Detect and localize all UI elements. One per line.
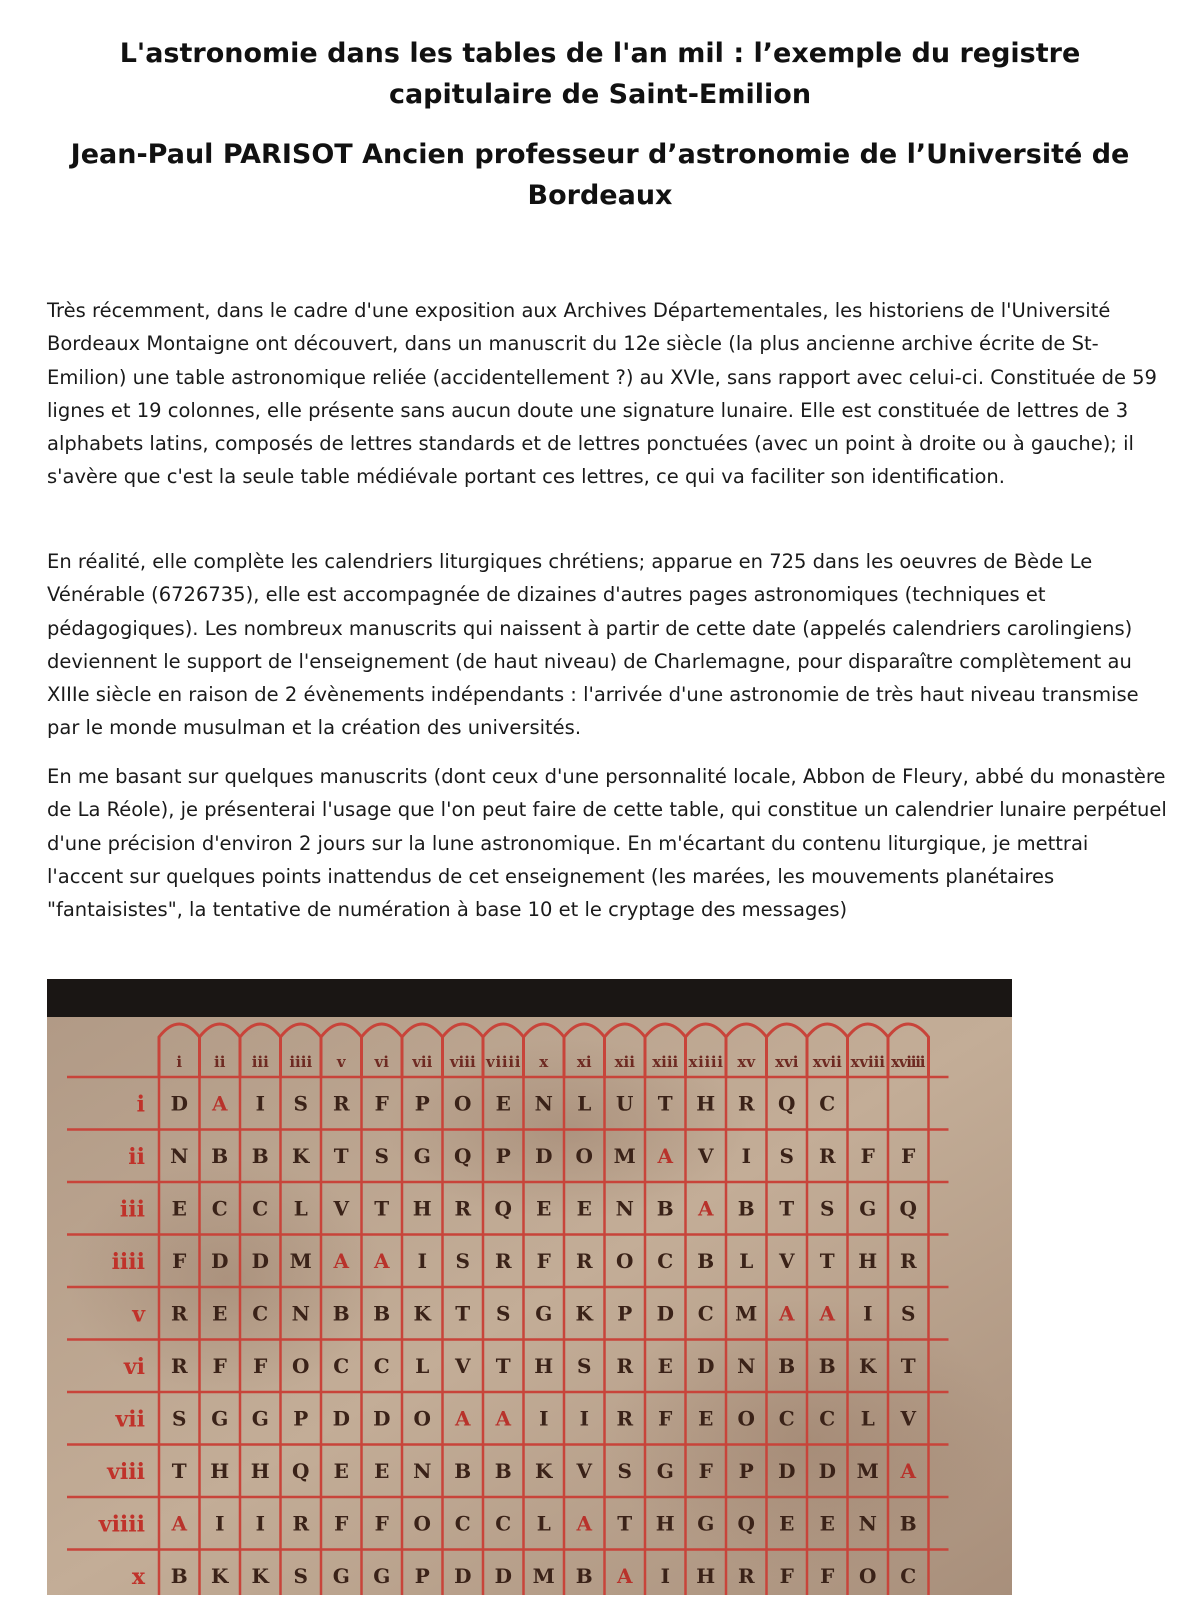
table-cell: F	[658, 1406, 673, 1431]
table-cell: C	[252, 1301, 269, 1326]
table-cell: K	[535, 1458, 553, 1483]
table-cell: R	[454, 1196, 472, 1221]
table-cell: D	[494, 1563, 512, 1588]
table-cell: G	[211, 1406, 229, 1431]
table-cell: Q	[494, 1196, 512, 1221]
table-cell: B	[575, 1563, 593, 1588]
row-header: ii	[128, 1143, 145, 1170]
table-cell: T	[374, 1196, 390, 1221]
column-header: vi	[374, 1053, 389, 1071]
table-cell: B	[899, 1511, 917, 1536]
table-cell: N	[615, 1196, 634, 1221]
table-cell: T	[495, 1353, 511, 1378]
table-cell: E	[819, 1511, 835, 1536]
table-cell: E	[333, 1458, 349, 1483]
table-cell: G	[413, 1143, 431, 1168]
table-cell: O	[859, 1563, 877, 1588]
table-cell: N	[858, 1511, 877, 1536]
table-cell: E	[576, 1196, 592, 1221]
table-cell: I	[417, 1248, 427, 1273]
table-cell: L	[739, 1248, 754, 1273]
table-cell: C	[333, 1353, 350, 1378]
table-cell: Q	[737, 1511, 755, 1536]
column-header: viii	[449, 1053, 476, 1071]
document-title: L'astronomie dans les tables de l'an mil : l’exemple du registre capitulaire de Saint-Emilion	[119, 38, 1081, 110]
table-cell: T	[779, 1196, 795, 1221]
row-header: v	[132, 1301, 145, 1328]
row-header: vii	[115, 1406, 145, 1433]
table-cell: R	[292, 1511, 310, 1536]
column-header: xvii	[812, 1053, 842, 1071]
table-cell: F	[172, 1248, 187, 1273]
table-cell: K	[211, 1563, 229, 1588]
table-cell: B	[211, 1143, 229, 1168]
row-header: vi	[123, 1353, 145, 1380]
column-header: ii	[214, 1053, 226, 1071]
table-cell: M	[856, 1458, 879, 1483]
table-cell: C	[778, 1406, 795, 1431]
table-cell: P	[414, 1563, 430, 1588]
table-cell: L	[293, 1196, 308, 1221]
table-cell: I	[215, 1511, 225, 1536]
table-cell: H	[210, 1458, 230, 1483]
table-cell: T	[171, 1458, 187, 1483]
column-header: i	[176, 1053, 183, 1071]
paragraph: En me basant sur quelques manuscrits (dont ceux d'une personnalité locale, Abbon de Fleury, abbé du monastère de La Réole), je présenterai l'usage que l'on peut faire de cette table, qui constitue un calendrier lunaire perpétuel d'une précision d'environ 2 jours sur la lune astronomique. En m'écartant du contenu liturgique, je mettrai l'accent sur quelques points inattendus de cet enseignement (les marées, les mouvements planétaires "fantaisistes", la tentative de numération à base 10 et le cryptage des messages)	[47, 765, 1167, 922]
table-cell: T	[900, 1353, 916, 1378]
column-header: xviiii	[891, 1053, 926, 1071]
table-cell: G	[373, 1563, 391, 1588]
table-cell: A	[900, 1458, 917, 1483]
column-header: xv	[737, 1053, 756, 1071]
table-cell: D	[454, 1563, 472, 1588]
table-cell: B	[737, 1196, 755, 1221]
table-cell: H	[858, 1248, 878, 1273]
table-cell: L	[577, 1091, 592, 1116]
table-cell: O	[575, 1143, 593, 1168]
table-cell: O	[737, 1406, 755, 1431]
row-header: viii	[107, 1458, 145, 1485]
table-cell: S	[779, 1143, 794, 1168]
table-cell: S	[617, 1458, 632, 1483]
table-cell: I	[255, 1511, 265, 1536]
column-header: xvi	[775, 1053, 799, 1071]
table-cell: R	[737, 1091, 755, 1116]
column-header: xi	[576, 1053, 592, 1071]
table-cell: B	[494, 1458, 512, 1483]
manuscript-table-image	[47, 979, 1012, 1595]
table-cell: F	[698, 1458, 713, 1483]
column-header: x	[539, 1053, 549, 1071]
table-cell: I	[579, 1406, 589, 1431]
row-header: i	[136, 1091, 145, 1118]
table-cell: N	[534, 1091, 553, 1116]
table-cell: D	[373, 1406, 391, 1431]
table-cell: B	[778, 1353, 796, 1378]
table-cell: E	[657, 1353, 673, 1378]
table-cell: A	[697, 1196, 714, 1221]
author-line: Jean-Paul PARISOT Ancien professeur d’astronomie de l’Université de Bordeaux	[70, 139, 1130, 211]
table-cell: S	[172, 1406, 187, 1431]
table-cell: O	[454, 1091, 472, 1116]
table-cell: B	[697, 1248, 715, 1273]
table-cell: I	[741, 1143, 751, 1168]
column-header: viiii	[486, 1053, 521, 1071]
table-cell: O	[413, 1511, 431, 1536]
table-cell: H	[534, 1353, 554, 1378]
table-cell: V	[778, 1248, 795, 1273]
table-cell: A	[171, 1511, 188, 1536]
table-cell: A	[576, 1511, 593, 1536]
table-cell: E	[698, 1406, 714, 1431]
column-header: xii	[614, 1053, 635, 1071]
table-cell: R	[818, 1143, 836, 1168]
table-cell: Q	[292, 1458, 310, 1483]
table-cell: D	[332, 1406, 350, 1431]
table-cell: S	[293, 1091, 308, 1116]
table-cell: A	[454, 1406, 471, 1431]
table-cell: A	[495, 1406, 512, 1431]
table-cell: R	[332, 1091, 350, 1116]
table-cell: F	[820, 1563, 835, 1588]
table-cell: P	[738, 1458, 754, 1483]
table-cell: S	[293, 1563, 308, 1588]
table-cell: C	[657, 1248, 674, 1273]
table-cell: S	[820, 1196, 835, 1221]
table-cell: I	[539, 1406, 549, 1431]
table-cell: M	[613, 1143, 636, 1168]
table-cell: B	[251, 1143, 269, 1168]
table-cell: G	[535, 1301, 553, 1326]
table-cell: C	[211, 1196, 228, 1221]
table-cell: F	[212, 1353, 227, 1378]
table-cell: G	[332, 1563, 350, 1588]
table-cell: B	[818, 1353, 836, 1378]
table-cell: V	[900, 1406, 917, 1431]
table-cell: F	[901, 1143, 916, 1168]
table-cell: M	[532, 1563, 555, 1588]
table-cell: K	[859, 1353, 877, 1378]
table-cell: E	[374, 1458, 390, 1483]
table-cell: R	[575, 1248, 593, 1273]
table-cell: E	[536, 1196, 552, 1221]
table-cell: F	[334, 1511, 349, 1536]
table-cell: I	[255, 1091, 265, 1116]
table-cell: C	[900, 1563, 917, 1588]
table-cell: F	[374, 1091, 389, 1116]
table-cell: E	[212, 1301, 228, 1326]
table-cell: B	[656, 1196, 674, 1221]
table-cell: O	[616, 1248, 634, 1273]
table-cell: B	[170, 1563, 188, 1588]
table-cell: V	[576, 1458, 593, 1483]
table-cell: R	[616, 1406, 634, 1431]
table-cell: S	[577, 1353, 592, 1378]
table-cell: D	[251, 1248, 269, 1273]
table-cell: Q	[778, 1091, 796, 1116]
row-header: iii	[119, 1196, 145, 1223]
table-cell: A	[373, 1248, 390, 1273]
table-cell: E	[779, 1511, 795, 1536]
table-cell: F	[374, 1511, 389, 1536]
table-cell: K	[575, 1301, 593, 1326]
table-cell: B	[332, 1301, 350, 1326]
table-cell: N	[737, 1353, 756, 1378]
table-cell: G	[697, 1511, 715, 1536]
table-cell: R	[737, 1563, 755, 1588]
table-cell: M	[735, 1301, 758, 1326]
table-cell: A	[819, 1301, 836, 1326]
paragraph: En réalité, elle complète les calendriers liturgiques chrétiens; apparue en 725 dans les oeuvres de Bède Le Vénérable (6726735), elle est accompagnée de dizaines d'autres pages astronomiques (techniques et pédagogiques). Les nombreux manuscrits qui naissent à partir de cette date (appelés calendriers carolingiens) deviennent le support de l'enseignement (de haut niveau) de Charlemagne, pour disparaître complètement au XIIIe siècle en raison de 2 évènements indépendants : l'arrivée d'une astronomie de très haut niveau transmise par le monde musulman et la création des universités.	[47, 550, 1139, 740]
table-cell: V	[454, 1353, 471, 1378]
table-cell: R	[494, 1248, 512, 1273]
table-cell: T	[333, 1143, 349, 1168]
row-header: x	[131, 1563, 145, 1590]
table-cell: R	[170, 1301, 188, 1326]
table-cell: D	[656, 1301, 674, 1326]
table-cell: F	[779, 1563, 794, 1588]
table-cell: A	[211, 1091, 228, 1116]
column-header: xiiii	[688, 1053, 723, 1071]
table-cell: D	[211, 1248, 229, 1273]
table-cell: C	[252, 1196, 269, 1221]
column-header: xviii	[850, 1053, 885, 1071]
table-cell: H	[655, 1511, 675, 1536]
table-cell: M	[289, 1248, 312, 1273]
table-cell: S	[901, 1301, 916, 1326]
table-cell: B	[373, 1301, 391, 1326]
table-cell: C	[697, 1301, 714, 1326]
table-cell: T	[455, 1301, 471, 1326]
table-cell: V	[697, 1143, 714, 1168]
table-cell: T	[617, 1511, 633, 1536]
table-cell: D	[535, 1143, 553, 1168]
table-cell: P	[617, 1301, 633, 1326]
table-cell: H	[250, 1458, 270, 1483]
table-cell: D	[778, 1458, 796, 1483]
paragraph: Très récemment, dans le cadre d'une exposition aux Archives Départementales, les historiens de l'Université Bordeaux Montaigne ont découvert, dans un manuscrit du 12e siècle (la plus ancienne archive écrite de St-Emilion) une table astronomique reliée (accidentellement ?) au XVIe, sans rapport avec celui-ci. Constituée de 59 lignes et 19 colonnes, elle présente sans aucun doute une signature lunaire. Elle est constituée de lettres de 3 alphabets latins, composés de lettres standards et de lettres ponctuées (avec un point à droite ou à gauche); il s'avère que c'est la seule table médiévale portant ces lettres, ce qui va faciliter son identification.	[47, 299, 1157, 489]
table-cell: I	[863, 1301, 873, 1326]
table-cell: K	[413, 1301, 431, 1326]
table-cell: C	[495, 1511, 512, 1536]
table-cell: C	[454, 1511, 471, 1536]
table-cell: A	[616, 1563, 633, 1588]
table-cell: H	[696, 1563, 716, 1588]
table-cell: I	[660, 1563, 670, 1588]
table-cell: A	[657, 1143, 674, 1168]
table-cell: L	[415, 1353, 430, 1378]
table-cell: A	[778, 1301, 795, 1326]
table-cell: G	[859, 1196, 877, 1221]
table-cell: H	[412, 1196, 432, 1221]
table-cell: N	[170, 1143, 189, 1168]
column-header: iiii	[289, 1053, 313, 1071]
table-cell: S	[374, 1143, 389, 1168]
table-cell: L	[860, 1406, 875, 1431]
table-cell: D	[170, 1091, 188, 1116]
table-cell: R	[899, 1248, 917, 1273]
table-cell: D	[818, 1458, 836, 1483]
table-cell: F	[253, 1353, 268, 1378]
table-cell: P	[495, 1143, 511, 1168]
column-header: vii	[412, 1053, 433, 1071]
table-cell: N	[291, 1301, 310, 1326]
table-cell: E	[495, 1091, 511, 1116]
table-cell: D	[697, 1353, 715, 1378]
table-cell: E	[171, 1196, 187, 1221]
column-header: iii	[251, 1053, 269, 1071]
table-cell: F	[536, 1248, 551, 1273]
table-cell: K	[292, 1143, 310, 1168]
table-cell: V	[333, 1196, 350, 1221]
table-cell: U	[616, 1091, 634, 1116]
row-header: iiii	[111, 1248, 145, 1275]
table-cell: O	[413, 1406, 431, 1431]
table-cell: R	[170, 1353, 188, 1378]
table-cell: G	[251, 1406, 269, 1431]
table-cell: R	[616, 1353, 634, 1378]
table-cell: P	[293, 1406, 309, 1431]
column-header: v	[336, 1053, 346, 1071]
table-cell: K	[251, 1563, 269, 1588]
table-cell: G	[656, 1458, 674, 1483]
table-cell: L	[536, 1511, 551, 1536]
table-cell: T	[819, 1248, 835, 1273]
table-cell: Q	[454, 1143, 472, 1168]
table-cell: A	[333, 1248, 350, 1273]
table-cell: O	[292, 1353, 310, 1378]
table-cell: Q	[899, 1196, 917, 1221]
table-cell: B	[454, 1458, 472, 1483]
table-cell: C	[819, 1406, 836, 1431]
row-header: viiii	[98, 1511, 145, 1538]
table-cell: C	[819, 1091, 836, 1116]
table-cell: T	[657, 1091, 673, 1116]
table-cell: F	[860, 1143, 875, 1168]
table-cell: C	[373, 1353, 390, 1378]
table-cell: H	[696, 1091, 716, 1116]
table-cell: S	[496, 1301, 511, 1326]
table-cell: N	[413, 1458, 432, 1483]
table-cell: P	[414, 1091, 430, 1116]
column-header: xiii	[652, 1053, 679, 1071]
table-cell: S	[455, 1248, 470, 1273]
